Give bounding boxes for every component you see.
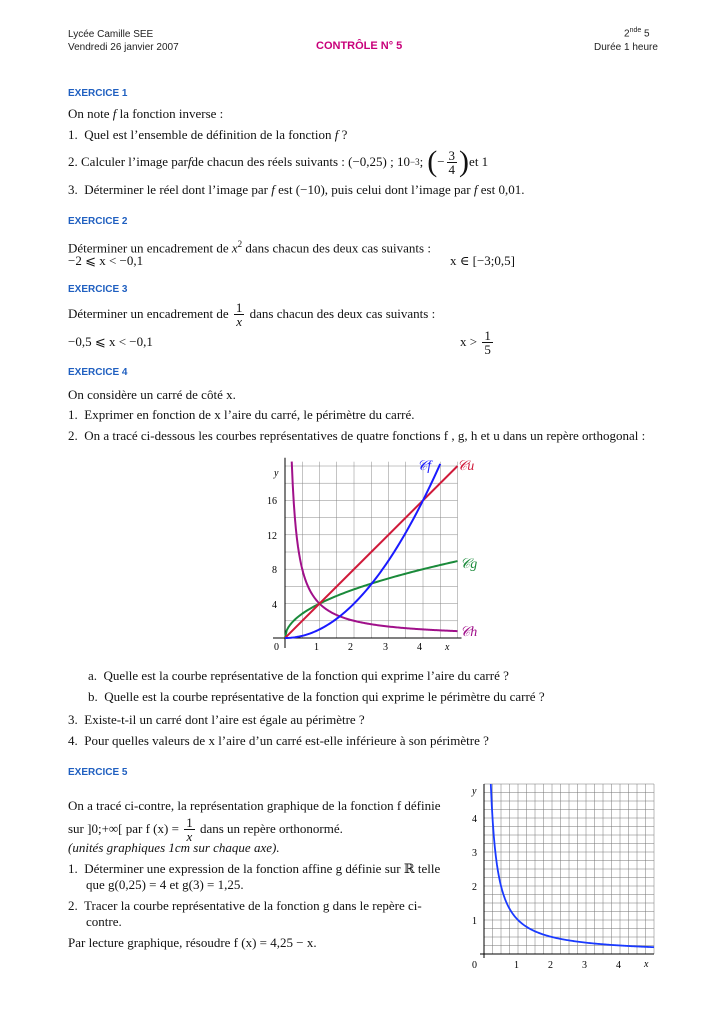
curve-g-label: 𝒞g [460,557,478,572]
ex4-question-b: b. Quelle est la courbe représentative de la fonction qui exprime le périmètre du carré ? [88,689,545,704]
ex4-question-2: 2. On a tracé ci-dessous les courbes représentatives de quatre fonctions f , g, h et u dans un repère orthogonal : [68,428,646,443]
ex2-intro: Déterminer un encadrement de $x^2$ dans chacun des deux cas suivants : [68,239,431,256]
x-tick-label: 3 [383,642,388,653]
y-tick-label: 4 [272,600,277,611]
ex4-question-a: a. Quelle est la courbe représentative de la fonction qui exprime l’aire du carré ? [88,668,509,683]
ex5-question-2: 2. Tracer la courbe représentative de la fonction g dans le repère ci- [68,898,422,913]
x-axis-label: x [445,642,450,653]
curve-f [285,464,440,638]
x-tick-label: 1 [314,642,319,653]
y-tick-label: 8 [272,565,277,576]
exam-title: CONTRÔLE N° 5 [316,40,403,52]
ex3-case-1: −0,5 ⩽ x < −0,1 [68,334,153,349]
curve-inverse [491,784,654,947]
graph-axes [480,784,654,958]
functions-graph [255,452,490,662]
y-tick-label: 4 [472,814,477,825]
exercise-3-heading: EXERCICE 3 [68,284,128,295]
class-label: 2nde 5 [624,27,650,40]
ex2-case-1: −2 ⩽ x < −0,1 [68,253,144,268]
curve-u-label: 𝒞u [457,459,475,474]
curve-f-label: 𝒞f [417,459,432,474]
ex5-question-1: 1. Déterminer une expression de la fonction affine g définie sur ℝ telle [68,861,441,876]
ex5-line-3: (unités graphiques 1cm sur chaque axe). [68,840,280,855]
ex4-question-3: 3. Existe-t-il un carré dont l’aire est égale au périmètre ? [68,712,365,727]
inverse-function-graph [462,776,660,974]
ex3-case-2: x > $\frac{1}{5}$ [460,327,491,357]
graph-axes [273,458,462,648]
x-axis-label: x [644,959,649,970]
y-tick-label: 12 [267,531,277,542]
curve-h-label: 𝒞h [460,625,478,640]
ex2-case-2: x ∈ [−3;0,5] [450,253,515,268]
origin-label: 0 [472,960,477,971]
school-name: Lycée Camille SEE [68,29,154,40]
exercise-4-heading: EXERCICE 4 [68,367,128,378]
origin-label: 0 [274,642,279,653]
y-tick-label: 2 [472,882,477,893]
x-tick-label: 1 [514,960,519,971]
ex1-question-2: 2. Calculer l’image par f de chacun des réels suivants : (−0,25) ; 10 −3 ; ( − $\frac{3}{4}$ ) et 1 [68,145,489,178]
exam-date: Vendredi 26 janvier 2007 [68,42,179,53]
ex1-question-3: 3. Déterminer le réel dont l’image par f est (−10), puis celui dont l’image par f est 0,01. [68,182,525,197]
graph-grid [484,784,654,954]
ex5-question-2-cont: contre. [86,914,122,929]
exercise-1-heading: EXERCICE 1 [68,88,128,99]
exercise-5-heading: EXERCICE 5 [68,767,128,778]
x-tick-label: 3 [582,960,587,971]
exercise-2-heading: EXERCICE 2 [68,216,128,227]
ex4-question-4: 4. Pour quelles valeurs de x l’aire d’un carré est-elle inférieure à son périmètre ? [68,733,489,748]
y-tick-label: 3 [472,848,477,859]
y-tick-label: 16 [267,496,277,507]
x-tick-label: 4 [417,642,422,653]
ex5-line-2: sur ]0;+∞[ par f (x) = $\frac{1}{x}$ dans un repère orthonormé. [68,814,343,844]
ex4-question-1: 1. Exprimer en fonction de x l’aire du carré, le périmètre du carré. [68,407,415,422]
ex5-line-1: On a tracé ci-contre, la représentation graphique de la fonction f définie [68,798,441,813]
x-tick-label: 4 [616,960,621,971]
ex4-intro: On considère un carré de côté x. [68,387,236,402]
ex1-intro: On note f la fonction inverse : [68,106,224,121]
y-tick-label: 1 [472,916,477,927]
y-axis-label: y [274,468,279,479]
ex5-question-1-cont: que g(0,25) = 4 et g(3) = 1,25. [86,877,244,892]
x-tick-label: 2 [548,960,553,971]
y-axis-label: y [472,786,477,797]
x-tick-label: 2 [348,642,353,653]
ex5-question-3: Par lecture graphique, résoudre f (x) = 4,25 − x. [68,935,317,950]
exam-duration: Durée 1 heure [594,42,658,53]
ex3-intro: Déterminer un encadrement de $\frac{1}{x}$ dans chacun des deux cas suivants : [68,299,436,329]
ex1-question-1: 1. Quel est l’ensemble de définition de la fonction f ? [68,127,348,142]
